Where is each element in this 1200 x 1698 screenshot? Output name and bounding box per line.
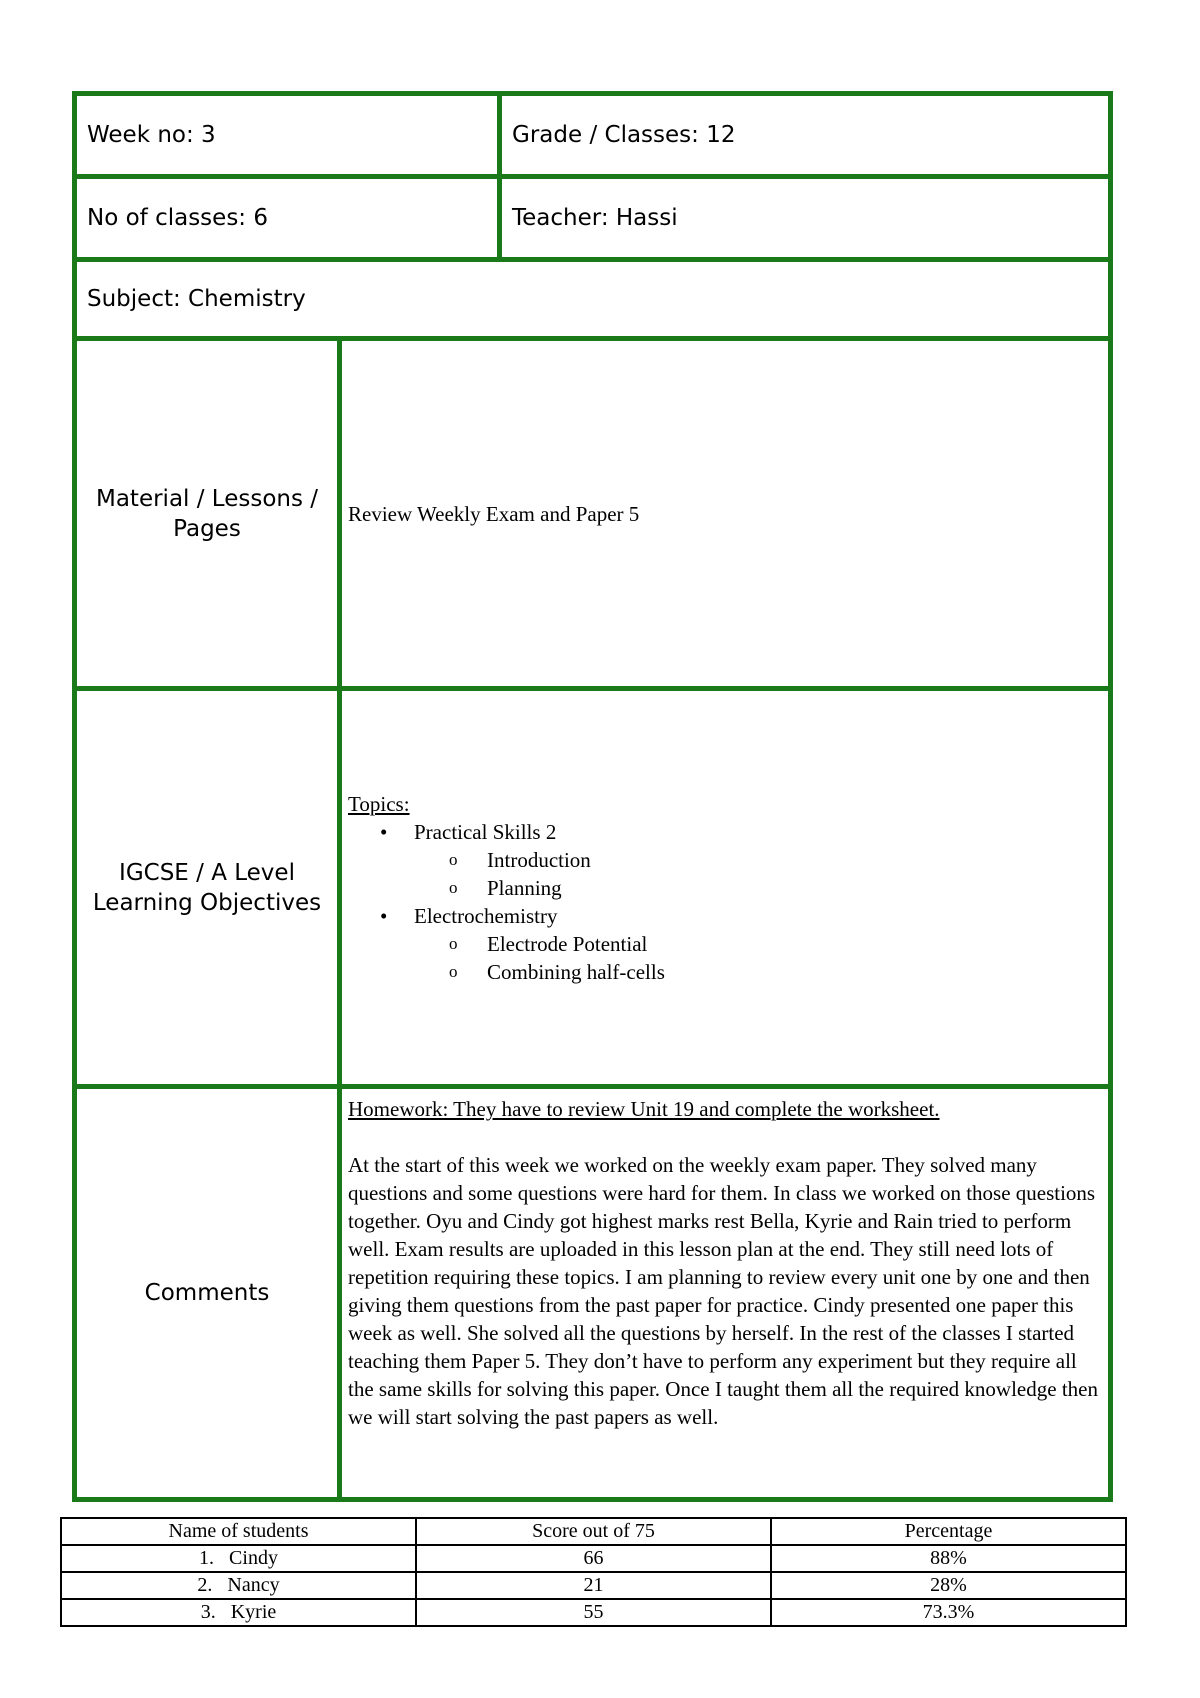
column-header-percentage: Percentage — [771, 1518, 1126, 1545]
teacher: Teacher: Hassi — [512, 205, 678, 231]
lesson-plan-table — [72, 91, 1113, 1502]
objectives-label-line2: Learning Objectives — [92, 889, 322, 916]
column-header-name: Name of students — [61, 1518, 416, 1545]
circle-bullet-icon: o — [449, 933, 458, 953]
list-item — [449, 846, 1102, 874]
circle-bullet-icon: o — [449, 877, 458, 897]
subtopic-name: Combining half-cells — [487, 959, 665, 984]
topics-title: Topics: — [348, 791, 410, 816]
objectives-content-cell — [340, 689, 1111, 1087]
comments-label: Comments — [144, 1280, 270, 1306]
topics-list — [348, 818, 1102, 986]
table-row — [61, 1572, 1126, 1599]
material-label-line1: Material / Lessons / — [95, 485, 319, 512]
list-item — [380, 902, 1102, 986]
comments-body: At the start of this week we worked on the weekly exam paper. They solved many questions and some questions were hard for them. In class we worked on those questions together. Oyu and Cindy got highest marks rest Bella, Kyrie and Rain tried to perform well. Exam results are uploaded in this lesson plan at the end. They still need lots of repetition requiring these topics. I am planning to review every unit one by one and then giving them questions from the past paper for practice. Cindy presented one paper this week as well. She solved all the questions by herself. In the rest of the classes I started teaching them Paper 5. They don’t have to perform any experiment but they require all the same skills for solving this paper. Once I taught them all the required knowledge then we will start solving the past papers as well. — [348, 1153, 1098, 1429]
subtopic-name: Introduction — [487, 847, 591, 872]
subtopics-list — [414, 846, 1102, 902]
list-item — [449, 930, 1102, 958]
student-score: 55 — [416, 1599, 771, 1626]
week-no: Week no: 3 — [87, 122, 216, 148]
column-header-score: Score out of 75 — [416, 1518, 771, 1545]
student-score: 21 — [416, 1572, 771, 1599]
row-number: 3. — [200, 1601, 216, 1623]
topic-name: Practical Skills 2 — [414, 819, 557, 844]
objectives-label-cell — [75, 689, 340, 1087]
material-content: Review Weekly Exam and Paper 5 — [348, 501, 640, 526]
student-name-cell — [61, 1545, 416, 1572]
material-label-line2: Pages — [173, 515, 241, 542]
student-name: Kyrie — [230, 1601, 277, 1623]
list-item — [449, 958, 1102, 986]
bullet-icon: • — [380, 819, 388, 844]
subtopic-name: Planning — [487, 875, 562, 900]
scores-table — [60, 1517, 1127, 1627]
grade-classes: Grade / Classes: 12 — [512, 122, 736, 148]
student-percentage: 88% — [771, 1545, 1126, 1572]
material-label-cell — [75, 339, 340, 689]
student-name: Nancy — [227, 1574, 280, 1596]
row-number: 1. — [199, 1547, 215, 1569]
table-header-row — [61, 1518, 1126, 1545]
homework-note: Homework: They have to review Unit 19 and complete the worksheet. — [348, 1097, 940, 1121]
teacher-cell — [500, 177, 1111, 260]
week-no-cell — [75, 94, 500, 177]
student-score: 66 — [416, 1545, 771, 1572]
student-percentage: 73.3% — [771, 1599, 1126, 1626]
student-name: Cindy — [229, 1547, 278, 1569]
material-content-cell — [340, 339, 1111, 689]
grade-classes-cell — [500, 94, 1111, 177]
list-item — [449, 874, 1102, 902]
subject: Subject: Chemistry — [87, 286, 306, 312]
student-name-cell — [61, 1599, 416, 1626]
comments-content-cell — [340, 1087, 1111, 1500]
student-name-cell — [61, 1572, 416, 1599]
table-row — [61, 1599, 1126, 1626]
comments-label-cell — [75, 1087, 340, 1500]
bullet-icon: • — [380, 903, 388, 928]
student-percentage: 28% — [771, 1572, 1126, 1599]
objectives-label-line1: IGCSE / A Level — [119, 859, 295, 886]
circle-bullet-icon: o — [449, 961, 458, 981]
no-of-classes: No of classes: 6 — [87, 205, 268, 231]
row-number: 2. — [197, 1574, 213, 1596]
no-of-classes-cell — [75, 177, 500, 260]
topic-name: Electrochemistry — [414, 903, 558, 928]
table-row — [61, 1545, 1126, 1572]
list-item — [380, 818, 1102, 902]
subject-cell — [75, 260, 1111, 339]
subtopics-list — [414, 930, 1102, 986]
subtopic-name: Electrode Potential — [487, 931, 648, 956]
circle-bullet-icon: o — [449, 849, 458, 869]
